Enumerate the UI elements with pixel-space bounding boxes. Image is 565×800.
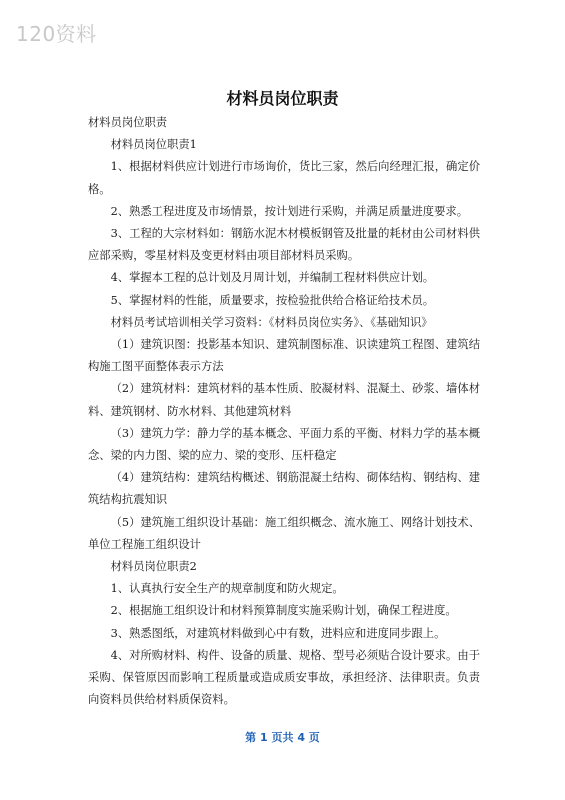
paragraph: （4）建筑结构：建筑结构概述、钢筋混凝土结构、砌体结构、钢结构、建筑结构抗震知识 (88, 471, 480, 507)
paragraph: 4、掌握本工程的总计划及月周计划，并编制工程材料供应计划。 (110, 271, 435, 285)
page-number: 第 1 页共 4 页 (245, 731, 320, 744)
paragraph: 2、根据施工组织设计和材料预算制度实施采购计划，确保工程进度。 (110, 604, 457, 618)
paragraph: 3、熟悉图纸，对建筑材料做到心中有数，进料应和进度同步跟上。 (110, 626, 446, 640)
document-body (88, 112, 480, 711)
paragraph: 5、掌握材料的性能，质量要求，按检验批供给合格证给技术员。 (110, 293, 435, 307)
section-heading-1: 材料员岗位职责1 (110, 138, 197, 152)
paragraph: 1、根据材料供应计划进行市场询价，货比三家，然后向经理汇报，确定价格。 (88, 160, 480, 196)
document-title: 材料员岗位职责 (226, 89, 339, 108)
paragraph: （2）建筑材料：建筑材料的基本性质、胶凝材料、混凝土、砂浆、墙体材料、建筑钢材、防水材料、其他建筑材料 (88, 382, 480, 418)
paragraph: 2、熟悉工程进度及市场情景，按计划进行采购，并满足质量进度要求。 (110, 204, 468, 218)
paragraph: 3、工程的大宗材料如：钢筋水泥木材模板钢管及批量的耗材由公司材料供应部采购，零星材料及变更材料由项目部材料员采购。 (88, 227, 480, 263)
paragraph: 材料员考试培训相关学习资料：《材料员岗位实务》、《基础知识》 (110, 315, 433, 329)
paragraph-heading: 材料员岗位职责 (88, 116, 168, 129)
watermark: 120资料 (16, 22, 97, 46)
paragraph: 4、对所购材料、构件、设备的质量、规格、型号必须贴合设计要求。由于采购、保管原因而影响工程质量或造成质安事故，承担经济、法律职责。负责向资料员供给材料质保资料。 (88, 648, 480, 707)
section-heading-2: 材料员岗位职责2 (110, 560, 197, 574)
paragraph: 1、认真执行安全生产的规章制度和防火规定。 (110, 582, 344, 596)
paragraph: （1）建筑识图：投影基本知识、建筑制图标准、识读建筑工程图、建筑结构施工图平面整体表示方法 (88, 338, 480, 374)
paragraph: （5）建筑施工组织设计基础：施工组织概念、流水施工、网络计划技术、单位工程施工组织设计 (88, 515, 480, 551)
paragraph: （3）建筑力学：静力学的基本概念、平面力系的平衡、材料力学的基本概念、梁的内力图、梁的应力、梁的变形、压杆稳定 (88, 426, 480, 463)
